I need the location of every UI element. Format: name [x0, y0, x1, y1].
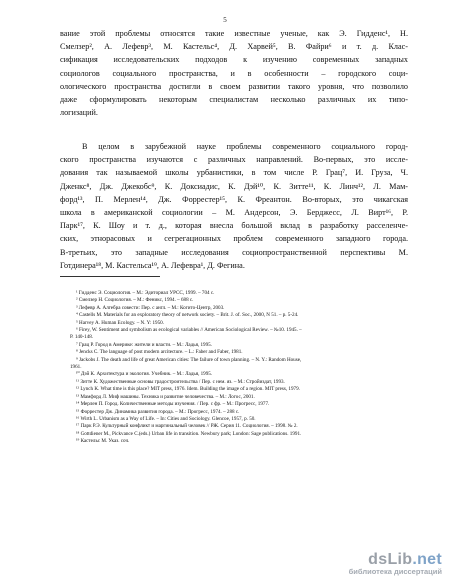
watermark-logo-tld: .net — [412, 551, 442, 568]
paragraph-1 — [60, 27, 408, 119]
footnote: ¹² Lynch K. What time is this place? MIT press, 1976. Idem. Building the image of a region. MIT press, 1979. — [76, 386, 300, 393]
text-line: В целом в зарубежной науке проблемы современного социального город- — [82, 142, 408, 151]
text-line: форд¹³, П. Мерлен¹⁴, Дж. Форрестер¹⁵, К. Фреантон. Во-вторых, это чикагская — [60, 194, 408, 204]
footnote: ¹⁷ Парк Р.Э. Культурный конфликт и маргинальный человек // РЖ. Серия 11. Социология. – 1998. № 2. — [76, 423, 298, 430]
text-line: даже сформулировать некоторым специалистам несколько различных их типо- — [60, 95, 408, 105]
text-line: В-третьих, это западные исследования социопространственной перспективы М. — [60, 247, 408, 257]
page-number: 5 — [223, 16, 227, 24]
footnote: ¹¹ Зитте К. Художественные основы градостроительства / Пер. с нем. яз. – М.: Стройиздат, 1993. — [76, 378, 285, 385]
footnote: ⁹ Jackobs J. The death and life of great American cities: The failure of town planning. – N. Y.: Random House, — [76, 356, 302, 363]
footnote: ⁴ Castells M. Materials for an exploratory theory of network society. – Brit. J. of. Soc., 2000, N 51. – p. 5-24. — [76, 312, 299, 319]
footnote-separator — [60, 276, 160, 277]
text-line: сификация исследовательских подходов к изучению современных западных — [60, 55, 408, 65]
footnote: ⁷ Грац Р. Город в Америке: жители и власти. – М.: Ладья, 1995. — [76, 341, 212, 348]
footnote: ¹³ Мамфорд Л. Миф машины. Техника и развитие человечества. – М.: Логос, 2001. — [76, 393, 255, 400]
footnote-continuation: P. 140-148. — [70, 334, 94, 341]
text-line: вание этой проблемы относятся такие известные ученые, как Э. Гидденс¹, Н. — [60, 29, 408, 38]
footnote: ¹⁵ Форрестер Дж. Динамика развития города. – М.: Прогресс, 1974. – 288 с. — [76, 408, 240, 415]
text-line: ских, этнорасовых и сегрегационных проблем современного западного города. — [60, 234, 408, 244]
text-line: ологического пространства достигли в своем развитии такого уровня, что позволило — [60, 81, 408, 91]
text-line: школа в американской социологии – М. Андерсон, Э. Берджесс, Л. Вирт¹⁶, Р. — [60, 208, 408, 218]
text-line: Дженкс⁸, Дж. Джекобс⁹, К. Доксиадис, К. Дэй¹⁰, К. Зитте¹¹, К. Линч¹², Л. Мам- — [60, 181, 408, 191]
text-line: Готдинера¹⁸, М. Кастельса¹⁹, А. Лефевра¹, Д. Фегина. — [60, 260, 245, 270]
watermark — [349, 551, 442, 576]
footnote: ¹⁸ Gottdiener M., Pickvance C.(eds.) Urban life in transition. Newbury park; London: Sage publications. 1991. — [76, 430, 302, 437]
footnote: ⁶ Firey, W. Sentiment and symbolism as ecological variables // American Sociological Review. – №10. 1945. – — [76, 327, 302, 334]
footnote: ⁵ Harvey A. Human Ecology. – N. Y: 1950. — [76, 319, 164, 326]
footnote: ¹⁰ Дэй К. Архитектура и экология. Учебник. – М.: Ладья, 1995. — [76, 371, 213, 378]
text-line: Смелзер², А. Лефевр³, М. Кастельс⁴, Д. Харвей⁵, В. Файри⁶ и т. д. Клас- — [60, 42, 408, 52]
footnote: ³ Лефевр А. Алгебра совести: Пер. с англ. – М.: Когито-Центр, 2003. — [76, 304, 225, 311]
footnote: ¹⁹ Кастельс М. Указ. соч. — [76, 438, 130, 445]
text-line: дования так называемой школы урбанистики, в том числе Р. Грац⁷, И. Груза, Ч. — [60, 168, 408, 178]
footnote: ¹⁴ Мерлен П. Город. Количественные методы изучения. / Пер. с фр. – М.: Прогресс, 1977. — [76, 401, 270, 408]
footnote: ¹⁶ Wirth L. Urbanism as a Way of Life. – In: Cities and Sociology. Glencoe, 1957, p. 50. — [76, 415, 256, 422]
footnotes — [70, 290, 411, 446]
footnote: ¹ Гидденс Э. Социология. – М.: Эдиториал УРСС, 1999. – 704 с. — [76, 290, 215, 296]
footnote: ⁸ Jencks C. The language of post modern arcitecture. – L.: Faber and Faber, 1981. — [76, 349, 243, 356]
watermark-subtitle: библиотека диссертаций — [348, 567, 442, 576]
text-line: логизаций. — [60, 108, 98, 118]
paragraph-2 — [60, 140, 408, 272]
text-line: Парк¹⁷, К. Шоу и т. д., которая внесла большой вклад в разработку расселенче- — [60, 221, 408, 231]
footnote: ² Смелзер Н. Социология. – М.: Феникс, 1994. – 688 с. — [76, 297, 194, 304]
text-line: ского пространства изучаются с различных направлений. Во-первых, это иссле- — [60, 155, 408, 165]
watermark-logo-main: dsLib — [368, 551, 413, 568]
text-line: социологов социального пространства, и в особенности – городского соци- — [60, 68, 408, 78]
footnote-continuation: 1961. — [70, 364, 82, 371]
